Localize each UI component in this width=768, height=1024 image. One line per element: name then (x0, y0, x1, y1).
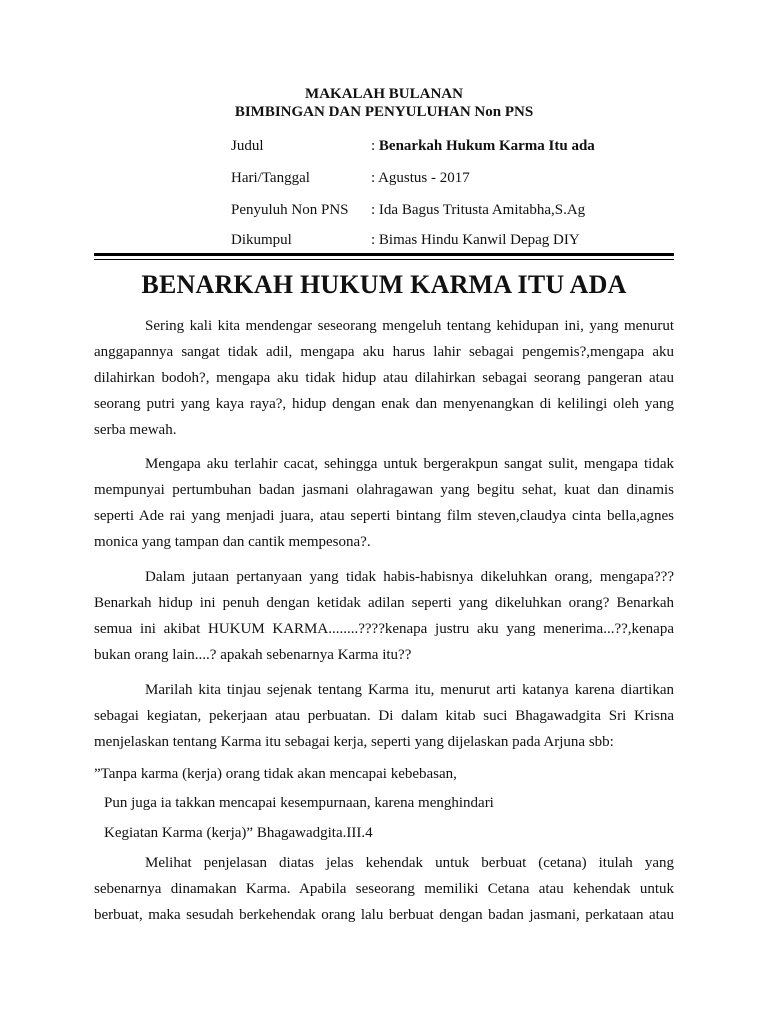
header-line-2: BIMBINGAN DAN PENYULUHAN Non PNS (234, 104, 534, 120)
document-title: BENARKAH HUKUM KARMA ITU ADA (141, 270, 627, 299)
meta-key: Hari/Tanggal (231, 170, 310, 186)
header-divider-thick (94, 253, 674, 256)
paragraph-1 (94, 313, 674, 443)
text-line: anggapannya sangat tidak adil, mengapa aku harus lahir sebagai pengemis?,mengapa aku (94, 344, 674, 360)
text-line: Mengapa aku terlahir cacat, sehingga untuk bergerakpun sangat sulit, mengapa tidak (145, 456, 674, 472)
meta-value: : Benarkah Hukum Karma Itu ada (371, 138, 595, 154)
text-line: Dalam jutaan pertanyaan yang tidak habis-habisnya dikeluhkan orang, mengapa??? (145, 569, 674, 585)
meta-key: Penyuluh Non PNS (231, 202, 349, 218)
paragraph-2 (94, 451, 674, 555)
quote-line-3: Kegiatan Karma (kerja)” Bhagawadgita.III.4 (104, 825, 373, 841)
text-line: monica yang tampan dan cantik mempesona?. (94, 534, 371, 550)
text-line: Marilah kita tinjau sejenak tentang Karma itu, menurut arti katanya karena diartikan (145, 682, 674, 698)
text-line: Melihat penjelasan diatas jelas kehendak untuk berbuat (cetana) itulah yang (145, 855, 674, 871)
text-line: mempunyai pertumbuhan badan jasmani olahragawan yang begitu sehat, kuat dan dinamis (94, 482, 674, 498)
text-line: seperti Ade rai yang menjadi juara, atau seperti bintang film steven,claudya cinta bella,agnes (94, 508, 674, 524)
paragraph-5 (94, 850, 674, 928)
quote-line-1: ”Tanpa karma (kerja) orang tidak akan mencapai kebebasan, (94, 766, 457, 782)
paragraph-3 (94, 564, 674, 668)
text-line: semua ini akibat HUKUM KARMA........????kenapa justru aku yang menerima...??,kenapa (94, 621, 674, 637)
text-line: Benarkah hidup ini penuh dengan ketidak adilan seperti yang dikeluhkan orang? Benarkah (94, 595, 674, 611)
text-line: Sering kali kita mendengar seseorang mengeluh tentang kehidupan ini, yang menurut (145, 318, 674, 334)
quote-line-2: Pun juga ia takkan mencapai kesempurnaan, karena menghindari (104, 795, 494, 811)
text-line: dilahirkan bodoh?, mengapa aku tidak hidup atau dilahirkan sebagai seorang pangeran atau (94, 370, 674, 386)
text-line: seorang putri yang kaya raya?, hidup dengan enak dan menyenangkan di kelilingi oleh yang (94, 396, 674, 412)
text-line: menjelaskan tentang Karma itu sebagai kerja, seperti yang dijelaskan pada Arjuna sbb: (94, 734, 614, 750)
meta-key: Judul (231, 138, 264, 154)
text-line: sebagai kegiatan, pekerjaan atau perbuatan. Di dalam kitab suci Bhagawadgita Sri Krisna (94, 708, 674, 724)
header-line-1: MAKALAH BULANAN (305, 86, 463, 102)
meta-value: : Bimas Hindu Kanwil Depag DIY (371, 232, 580, 248)
meta-value: : Agustus - 2017 (371, 170, 470, 186)
header-divider-thin (94, 259, 674, 260)
text-line: sebenarnya dinamakan Karma. Apabila seseorang memiliki Cetana atau kehendak untuk (94, 881, 674, 897)
meta-key: Dikumpul (231, 232, 292, 248)
paragraph-4 (94, 677, 674, 755)
text-line: serba mewah. (94, 422, 177, 438)
meta-value: : Ida Bagus Tritusta Amitabha,S.Ag (371, 202, 586, 218)
text-line: berbuat, maka sesudah berkehendak orang lalu berbuat dengan badan jasmani, perkataan atau (94, 907, 674, 923)
text-line: bukan orang lain....? apakah sebenarnya Karma itu?? (94, 647, 412, 663)
